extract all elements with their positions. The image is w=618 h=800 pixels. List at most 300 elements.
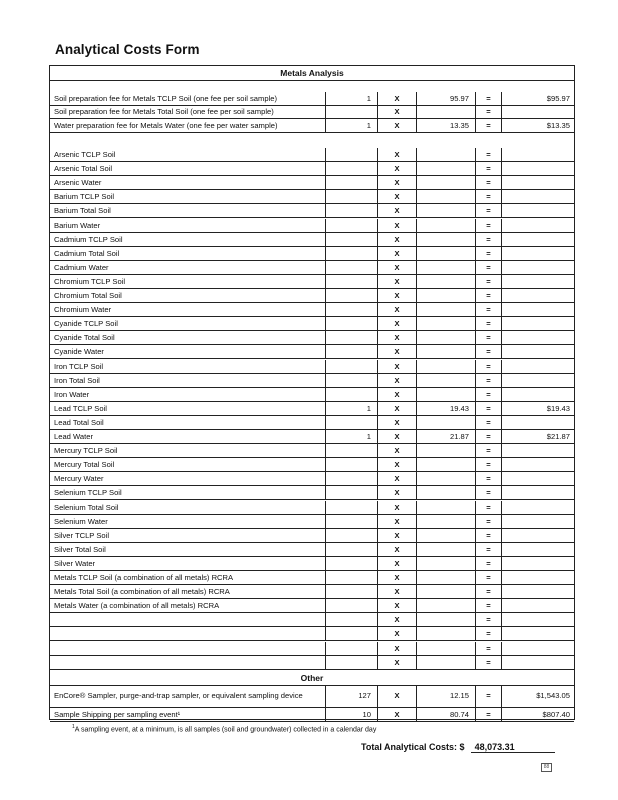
row-description: Lead Total Soil xyxy=(50,416,326,429)
other-cost-row xyxy=(50,708,574,722)
metal-row xyxy=(50,416,574,430)
metal-row xyxy=(50,529,574,543)
unit-fee-field xyxy=(416,345,476,358)
page-marker: 88 xyxy=(541,763,552,772)
row-description: Silver Total Soil xyxy=(50,543,326,556)
quantity-field[interactable]: 127 xyxy=(326,685,378,707)
equals-sign: = xyxy=(476,219,502,232)
metal-row xyxy=(50,204,574,218)
multiply-sign: X xyxy=(394,657,400,667)
quantity-field[interactable] xyxy=(326,148,378,161)
quantity-field[interactable]: 1 xyxy=(326,402,378,415)
multiply-sign: X xyxy=(394,446,400,456)
line-total-field xyxy=(502,599,574,612)
quantity-field[interactable] xyxy=(326,627,378,640)
row-description: Metals Water (a combination of all metals) RCRA xyxy=(50,599,326,612)
unit-fee-field: 21.87 xyxy=(416,430,476,443)
metal-row xyxy=(50,275,574,289)
multiply-sign: X xyxy=(394,93,400,103)
row-description: Metals Total Soil (a combination of all metals) RCRA xyxy=(50,585,326,598)
line-total-field: $21.87 xyxy=(546,432,570,442)
multiply-sign: X xyxy=(394,601,400,611)
quantity-field[interactable] xyxy=(326,190,378,203)
equals-sign: = xyxy=(476,515,502,528)
quantity-field[interactable] xyxy=(326,233,378,246)
line-total-field xyxy=(502,543,574,556)
unit-fee-field xyxy=(416,331,476,344)
row-description: EnCore® Sampler, purge-and-trap sampler, or equivalent sampling device xyxy=(50,685,326,707)
multiply-sign: X xyxy=(394,417,400,427)
multiply-sign: X xyxy=(394,150,400,160)
unit-fee-field xyxy=(416,585,476,598)
unit-fee-field xyxy=(416,289,476,302)
line-total-field xyxy=(502,557,574,570)
row-description: Iron Water xyxy=(50,388,326,401)
line-total-field xyxy=(502,585,574,598)
row-description: Arsenic Water xyxy=(50,176,326,189)
equals-sign: = xyxy=(476,685,502,707)
row-description: Water preparation fee for Metals Water (one fee per water sample) xyxy=(50,119,326,132)
metal-row xyxy=(50,162,574,176)
multiply-sign: X xyxy=(394,276,400,286)
unit-fee-field xyxy=(416,106,476,119)
equals-sign: = xyxy=(476,204,502,217)
equals-sign: = xyxy=(476,656,502,669)
equals-sign: = xyxy=(476,106,502,119)
row-description: Chromium Water xyxy=(50,303,326,316)
multiply-sign: X xyxy=(394,502,400,512)
line-total-field xyxy=(502,204,574,217)
metal-row xyxy=(50,190,574,204)
row-description: Barium Water xyxy=(50,219,326,232)
equals-sign: = xyxy=(476,247,502,260)
unit-fee-field xyxy=(416,219,476,232)
line-total-field xyxy=(502,529,574,542)
row-description: Arsenic Total Soil xyxy=(50,162,326,175)
multiply-sign: X xyxy=(394,164,400,174)
unit-fee-field xyxy=(416,458,476,471)
metal-row xyxy=(50,233,574,247)
line-total-field: $95.97 xyxy=(546,93,570,103)
line-total-field xyxy=(502,162,574,175)
line-total-field xyxy=(502,515,574,528)
quantity-field[interactable]: 10 xyxy=(326,708,378,721)
multiply-sign: X xyxy=(394,347,400,357)
equals-sign: = xyxy=(476,416,502,429)
quantity-field[interactable] xyxy=(326,543,378,556)
metal-row xyxy=(50,331,574,345)
line-total-field xyxy=(502,345,574,358)
row-description: Sample Shipping per sampling event¹ xyxy=(50,708,326,721)
line-total-field: $19.43 xyxy=(546,403,570,413)
equals-sign: = xyxy=(476,458,502,471)
unit-fee-field xyxy=(416,486,476,499)
unit-fee-field xyxy=(416,656,476,669)
unit-fee-field xyxy=(416,162,476,175)
prep-fee-row xyxy=(50,92,574,106)
line-total-field xyxy=(502,303,574,316)
quantity-field[interactable] xyxy=(326,289,378,302)
metal-row xyxy=(50,599,574,613)
multiply-sign: X xyxy=(394,558,400,568)
row-description: Cyanide Water xyxy=(50,345,326,358)
prep-fee-row xyxy=(50,106,574,120)
equals-sign: = xyxy=(476,430,502,443)
line-total-field xyxy=(502,317,574,330)
row-description: Cadmium Total Soil xyxy=(50,247,326,260)
unit-fee-field: 19.43 xyxy=(416,402,476,415)
row-description: Soil preparation fee for Metals TCLP Soil (one fee per soil sample) xyxy=(50,92,326,105)
row-description: Mercury TCLP Soil xyxy=(50,444,326,457)
quantity-field[interactable] xyxy=(326,486,378,499)
unit-fee-field xyxy=(416,247,476,260)
quantity-field[interactable] xyxy=(326,599,378,612)
metal-row xyxy=(50,247,574,261)
metal-row xyxy=(50,430,574,444)
unit-fee-field xyxy=(416,543,476,556)
line-total-field: $1,543.05 xyxy=(536,691,570,701)
unit-fee-field xyxy=(416,416,476,429)
metal-row xyxy=(50,656,574,670)
unit-fee-field xyxy=(416,176,476,189)
unit-fee-field xyxy=(416,275,476,288)
equals-sign: = xyxy=(476,571,502,584)
row-description: Chromium Total Soil xyxy=(50,289,326,302)
quantity-field[interactable] xyxy=(326,515,378,528)
line-total-field xyxy=(502,331,574,344)
equals-sign: = xyxy=(476,317,502,330)
unit-fee-field xyxy=(416,571,476,584)
metal-row xyxy=(50,458,574,472)
grand-total xyxy=(361,742,555,753)
quantity-field[interactable] xyxy=(326,374,378,387)
multiply-sign: X xyxy=(394,643,400,653)
row-description xyxy=(50,642,326,655)
row-description: Metals TCLP Soil (a combination of all metals) RCRA xyxy=(50,571,326,584)
row-description: Barium Total Soil xyxy=(50,204,326,217)
metal-row xyxy=(50,444,574,458)
metal-row xyxy=(50,472,574,486)
metal-row xyxy=(50,571,574,585)
multiply-sign: X xyxy=(394,516,400,526)
equals-sign: = xyxy=(476,472,502,485)
equals-sign: = xyxy=(476,303,502,316)
quantity-field[interactable] xyxy=(326,331,378,344)
multiply-sign: X xyxy=(394,389,400,399)
metal-row xyxy=(50,219,574,233)
equals-sign: = xyxy=(476,360,502,373)
unit-fee-field xyxy=(416,444,476,457)
row-description: Arsenic TCLP Soil xyxy=(50,148,326,161)
equals-sign: = xyxy=(476,642,502,655)
quantity-field[interactable] xyxy=(326,501,378,514)
line-total-field xyxy=(502,458,574,471)
quantity-field[interactable] xyxy=(326,472,378,485)
row-description: Soil preparation fee for Metals Total Soil (one fee per soil sample) xyxy=(50,106,326,119)
unit-fee-field xyxy=(416,613,476,626)
multiply-sign: X xyxy=(394,333,400,343)
total-value: 48,073.31 xyxy=(471,742,555,753)
line-total-field xyxy=(502,247,574,260)
metal-row xyxy=(50,543,574,557)
multiply-sign: X xyxy=(394,291,400,301)
line-total-field xyxy=(502,176,574,189)
quantity-field[interactable] xyxy=(326,416,378,429)
metal-row xyxy=(50,360,574,374)
unit-fee-field xyxy=(416,388,476,401)
equals-sign: = xyxy=(476,557,502,570)
equals-sign: = xyxy=(476,388,502,401)
equals-sign: = xyxy=(476,374,502,387)
row-description: Selenium Water xyxy=(50,515,326,528)
quantity-field[interactable] xyxy=(326,106,378,119)
row-description: Lead TCLP Soil xyxy=(50,402,326,415)
unit-fee-field xyxy=(416,148,476,161)
multiply-sign: X xyxy=(394,206,400,216)
row-description: Lead Water xyxy=(50,430,326,443)
prep-fee-row xyxy=(50,119,574,133)
metal-row xyxy=(50,345,574,359)
metal-row xyxy=(50,557,574,571)
multiply-sign: X xyxy=(394,234,400,244)
multiply-sign: X xyxy=(394,587,400,597)
metal-row xyxy=(50,176,574,190)
metal-row xyxy=(50,642,574,656)
line-total-field xyxy=(502,444,574,457)
unit-fee-field xyxy=(416,204,476,217)
multiply-sign: X xyxy=(394,305,400,315)
quantity-field[interactable] xyxy=(326,247,378,260)
equals-sign: = xyxy=(476,501,502,514)
row-description: Cyanide Total Soil xyxy=(50,331,326,344)
footnote xyxy=(72,724,376,733)
multiply-sign: X xyxy=(394,192,400,202)
section-heading-other: Other xyxy=(50,671,574,686)
line-total-field xyxy=(502,360,574,373)
row-description xyxy=(50,627,326,640)
line-total-field xyxy=(502,571,574,584)
multiply-sign: X xyxy=(394,629,400,639)
multiply-sign: X xyxy=(394,432,400,442)
unit-fee-field xyxy=(416,261,476,274)
metal-row xyxy=(50,289,574,303)
row-description: Iron Total Soil xyxy=(50,374,326,387)
total-currency: $ xyxy=(459,742,465,752)
metal-row xyxy=(50,627,574,641)
quantity-field[interactable] xyxy=(326,204,378,217)
quantity-field[interactable]: 1 xyxy=(326,430,378,443)
multiply-sign: X xyxy=(394,178,400,188)
line-total-field: $13.35 xyxy=(546,120,570,130)
quantity-field[interactable] xyxy=(326,303,378,316)
multiply-sign: X xyxy=(394,220,400,230)
metal-row xyxy=(50,303,574,317)
unit-fee-field xyxy=(416,529,476,542)
unit-fee-field xyxy=(416,501,476,514)
metal-row xyxy=(50,585,574,599)
quantity-field[interactable] xyxy=(326,458,378,471)
quantity-field[interactable] xyxy=(326,261,378,274)
line-total-field xyxy=(502,613,574,626)
unit-fee-field xyxy=(416,627,476,640)
line-total-field xyxy=(502,472,574,485)
equals-sign: = xyxy=(476,543,502,556)
multiply-sign: X xyxy=(394,403,400,413)
metal-row xyxy=(50,374,574,388)
total-label: Total Analytical Costs: xyxy=(361,742,458,752)
row-description: Chromium TCLP Soil xyxy=(50,275,326,288)
equals-sign: = xyxy=(476,275,502,288)
quantity-field[interactable] xyxy=(326,585,378,598)
row-description: Mercury Water xyxy=(50,472,326,485)
quantity-field[interactable] xyxy=(326,360,378,373)
metal-row xyxy=(50,261,574,275)
equals-sign: = xyxy=(476,233,502,246)
row-description: Silver TCLP Soil xyxy=(50,529,326,542)
unit-fee-field xyxy=(416,374,476,387)
line-total-field xyxy=(502,289,574,302)
row-description: Cyanide TCLP Soil xyxy=(50,317,326,330)
unit-fee-field xyxy=(416,190,476,203)
multiply-sign: X xyxy=(394,120,400,130)
equals-sign: = xyxy=(476,162,502,175)
equals-sign: = xyxy=(476,599,502,612)
unit-fee-field xyxy=(416,303,476,316)
multiply-sign: X xyxy=(394,319,400,329)
unit-fee-field: 13.35 xyxy=(416,119,476,132)
line-total-field xyxy=(502,233,574,246)
multiply-sign: X xyxy=(394,488,400,498)
multiply-sign: X xyxy=(394,530,400,540)
equals-sign: = xyxy=(476,119,502,132)
metal-row xyxy=(50,317,574,331)
line-total-field xyxy=(502,374,574,387)
quantity-field[interactable] xyxy=(326,557,378,570)
line-total-field xyxy=(502,190,574,203)
quantity-field[interactable] xyxy=(326,613,378,626)
multiply-sign: X xyxy=(394,573,400,583)
line-total-field xyxy=(502,148,574,161)
equals-sign: = xyxy=(476,585,502,598)
quantity-field[interactable]: 1 xyxy=(326,119,378,132)
line-total-field xyxy=(502,275,574,288)
line-total-field xyxy=(502,106,574,119)
line-total-field xyxy=(502,486,574,499)
equals-sign: = xyxy=(476,176,502,189)
quantity-field[interactable] xyxy=(326,529,378,542)
multiply-sign: X xyxy=(394,248,400,258)
quantity-field[interactable] xyxy=(326,444,378,457)
row-description xyxy=(50,656,326,669)
equals-sign: = xyxy=(476,345,502,358)
line-total-field xyxy=(502,416,574,429)
metal-row xyxy=(50,501,574,515)
equals-sign: = xyxy=(476,708,502,721)
equals-sign: = xyxy=(476,402,502,415)
line-total-field xyxy=(502,656,574,669)
line-total-field xyxy=(502,642,574,655)
quantity-field[interactable] xyxy=(326,162,378,175)
multiply-sign: X xyxy=(394,615,400,625)
row-description: Mercury Total Soil xyxy=(50,458,326,471)
multiply-sign: X xyxy=(394,107,400,117)
multiply-sign: X xyxy=(394,460,400,470)
equals-sign: = xyxy=(476,92,502,105)
equals-sign: = xyxy=(476,613,502,626)
quantity-field[interactable] xyxy=(326,176,378,189)
multiply-sign: X xyxy=(394,361,400,371)
multiply-sign: X xyxy=(394,709,400,719)
equals-sign: = xyxy=(476,444,502,457)
unit-fee-field xyxy=(416,599,476,612)
quantity-field[interactable] xyxy=(326,275,378,288)
equals-sign: = xyxy=(476,331,502,344)
line-total-field: $807.40 xyxy=(542,709,570,719)
quantity-field[interactable]: 1 xyxy=(326,92,378,105)
equals-sign: = xyxy=(476,190,502,203)
multiply-sign: X xyxy=(394,544,400,554)
row-description: Cadmium Water xyxy=(50,261,326,274)
unit-fee-field: 12.15 xyxy=(416,685,476,707)
line-total-field xyxy=(502,219,574,232)
metal-row xyxy=(50,402,574,416)
footnote-text: A sampling event, at a minimum, is all samples (soil and groundwater) collected in a calendar day xyxy=(74,726,377,734)
unit-fee-field: 80.74 xyxy=(416,708,476,721)
section-heading-metals: Metals Analysis xyxy=(50,66,574,81)
form-title: Analytical Costs Form xyxy=(55,42,200,57)
multiply-sign: X xyxy=(394,375,400,385)
quantity-field[interactable] xyxy=(326,219,378,232)
unit-fee-field: 95.97 xyxy=(416,92,476,105)
equals-sign: = xyxy=(476,148,502,161)
quantity-field[interactable] xyxy=(326,656,378,669)
unit-fee-field xyxy=(416,515,476,528)
unit-fee-field xyxy=(416,642,476,655)
equals-sign: = xyxy=(476,529,502,542)
line-total-field xyxy=(502,627,574,640)
quantity-field[interactable] xyxy=(326,317,378,330)
row-description xyxy=(50,613,326,626)
equals-sign: = xyxy=(476,627,502,640)
row-description: Selenium Total Soil xyxy=(50,501,326,514)
multiply-sign: X xyxy=(394,474,400,484)
unit-fee-field xyxy=(416,472,476,485)
unit-fee-field xyxy=(416,233,476,246)
quantity-field[interactable] xyxy=(326,642,378,655)
unit-fee-field xyxy=(416,557,476,570)
metal-row xyxy=(50,486,574,500)
quantity-field[interactable] xyxy=(326,571,378,584)
equals-sign: = xyxy=(476,261,502,274)
multiply-sign: X xyxy=(394,262,400,272)
line-total-field xyxy=(502,261,574,274)
unit-fee-field xyxy=(416,317,476,330)
quantity-field[interactable] xyxy=(326,388,378,401)
other-cost-row xyxy=(50,685,574,708)
line-total-field xyxy=(502,388,574,401)
equals-sign: = xyxy=(476,289,502,302)
row-description: Selenium TCLP Soil xyxy=(50,486,326,499)
row-description: Barium TCLP Soil xyxy=(50,190,326,203)
metal-row xyxy=(50,388,574,402)
line-total-field xyxy=(502,501,574,514)
metal-row xyxy=(50,613,574,627)
row-description: Iron TCLP Soil xyxy=(50,360,326,373)
row-description: Cadmium TCLP Soil xyxy=(50,233,326,246)
footnote-mark: 1 xyxy=(72,724,75,730)
quantity-field[interactable] xyxy=(326,345,378,358)
metal-row xyxy=(50,515,574,529)
